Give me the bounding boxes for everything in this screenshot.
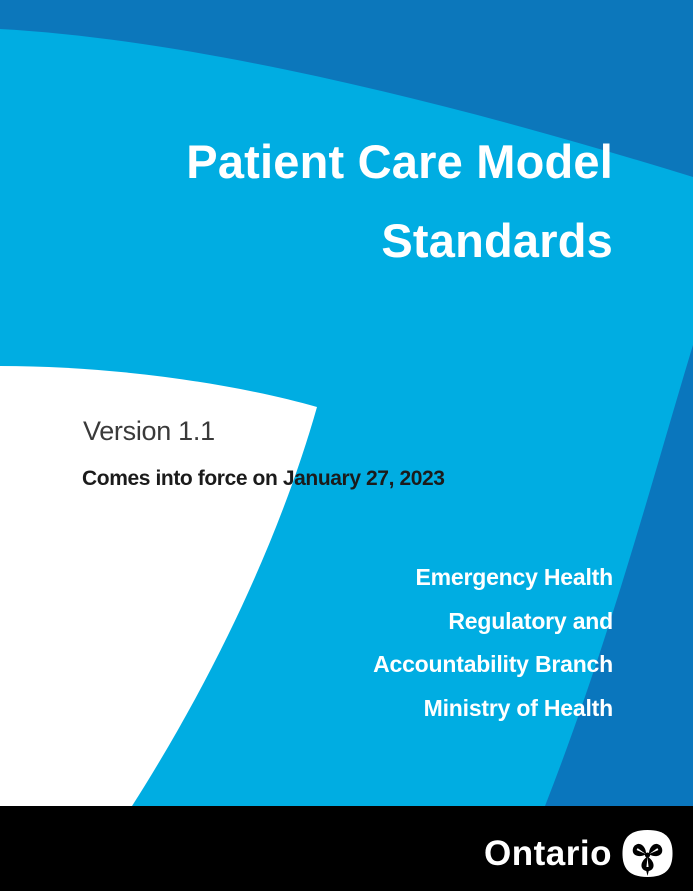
document-title: [186, 122, 613, 280]
ontario-trillium-icon: [621, 829, 674, 878]
footer-bar: [0, 806, 693, 891]
ontario-logo-lockup: [484, 829, 674, 878]
org-line: Accountability Branch: [373, 651, 613, 677]
org-line: Emergency Health: [415, 564, 613, 590]
ontario-wordmark: Ontario: [484, 834, 612, 873]
document-title-line2: Standards: [381, 214, 613, 267]
document-title-line1: Patient Care Model: [186, 135, 613, 188]
org-line: Ministry of Health: [423, 694, 613, 721]
org-line: Regulatory and: [448, 607, 613, 634]
version-label: Version 1.1: [83, 416, 215, 446]
organization-block: [373, 556, 613, 730]
effective-date-note: Comes into force on January 27, 2023: [82, 467, 445, 490]
